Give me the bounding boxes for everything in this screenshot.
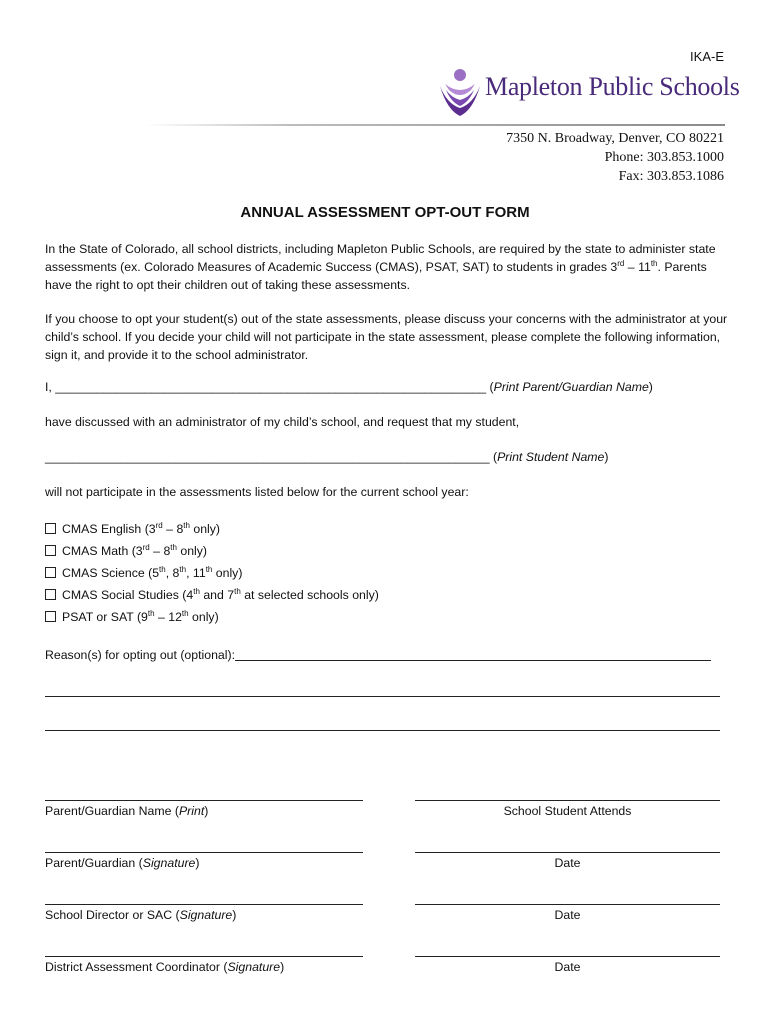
date-label-3: Date bbox=[554, 960, 581, 974]
document-code: IKA-E bbox=[690, 49, 724, 64]
date-line-1[interactable] bbox=[415, 852, 720, 853]
discussed-statement: have discussed with an administrator of my child’s school, and request that my student, bbox=[45, 415, 520, 429]
parent-name-label: Parent/Guardian Name (Print) bbox=[45, 804, 209, 818]
intro-paragraph-2: If you choose to opt your student(s) out of the state assessments, please discuss your concerns with the administrator at your child’s school. If you decide your child will not participate in the state assessment, please complete the following information, sign it, and provide it to the school administrator. bbox=[45, 312, 728, 362]
assessment-checklist bbox=[45, 518, 379, 628]
coordinator-signature-line[interactable] bbox=[45, 956, 363, 957]
director-signature-line[interactable] bbox=[45, 904, 363, 905]
reasons-line-2[interactable] bbox=[45, 696, 720, 697]
header-divider bbox=[145, 124, 725, 126]
checkbox-icon[interactable] bbox=[45, 611, 56, 622]
parent-name-field[interactable]: I, _______________________________________________________________ (Print Parent/Guardian Name) bbox=[45, 380, 653, 394]
form-title: ANNUAL ASSESSMENT OPT-OUT FORM bbox=[240, 204, 530, 221]
checkbox-cmas-math[interactable]: CMAS Math (3rd – 8th only) bbox=[45, 540, 379, 562]
checkbox-cmas-science[interactable]: CMAS Science (5th, 8th, 11th only) bbox=[45, 562, 379, 584]
parent-signature-label: Parent/Guardian (Signature) bbox=[45, 856, 200, 870]
parent-signature-line[interactable] bbox=[45, 852, 363, 853]
parent-name-line[interactable] bbox=[45, 800, 363, 801]
address-line: 7350 N. Broadway, Denver, CO 80221 bbox=[506, 131, 724, 146]
checkbox-icon[interactable] bbox=[45, 545, 56, 556]
phone-line: Phone: 303.853.1000 bbox=[604, 150, 724, 165]
checkbox-cmas-social-studies[interactable]: CMAS Social Studies (4th and 7th at selected schools only) bbox=[45, 584, 379, 606]
date-line-2[interactable] bbox=[415, 904, 720, 905]
director-signature-label: School Director or SAC (Signature) bbox=[45, 908, 237, 922]
school-logo bbox=[437, 66, 740, 122]
student-name-field[interactable]: _________________________________________________________________ (Print Student Name) bbox=[45, 450, 609, 464]
coordinator-signature-label: District Assessment Coordinator (Signature) bbox=[45, 960, 285, 974]
checkbox-icon[interactable] bbox=[45, 523, 56, 534]
checkbox-icon[interactable] bbox=[45, 567, 56, 578]
school-address bbox=[506, 129, 724, 186]
school-attends-line[interactable] bbox=[415, 800, 720, 801]
participation-statement: will not participate in the assessments listed below for the current school year: bbox=[45, 485, 469, 499]
checkbox-cmas-english[interactable]: CMAS English (3rd – 8th only) bbox=[45, 518, 379, 540]
date-label-1: Date bbox=[554, 856, 581, 870]
fax-line: Fax: 303.853.1086 bbox=[618, 169, 724, 184]
checkbox-icon[interactable] bbox=[45, 589, 56, 600]
checkbox-psat-sat[interactable]: PSAT or SAT (9th – 12th only) bbox=[45, 606, 379, 628]
date-line-3[interactable] bbox=[415, 956, 720, 957]
reasons-blank[interactable] bbox=[235, 648, 711, 661]
intro-paragraph-1: In the State of Colorado, all school districts, including Mapleton Public Schools, are required by the state to administer state assessments (ex. Colorado Measures of Academic Success (CMAS), PSAT, SAT) to students in grades 3rd – 11th. Parents have the right to opt their children out of taking these assessments. bbox=[45, 242, 716, 292]
date-label-2: Date bbox=[554, 908, 581, 922]
reasons-field[interactable]: Reason(s) for opting out (optional): bbox=[45, 648, 711, 662]
logo-wordmark: Mapleton Public Schools bbox=[485, 72, 740, 101]
logo-emblem-icon bbox=[437, 66, 483, 122]
school-attends-label: School Student Attends bbox=[503, 804, 632, 818]
reasons-line-3[interactable] bbox=[45, 730, 720, 731]
